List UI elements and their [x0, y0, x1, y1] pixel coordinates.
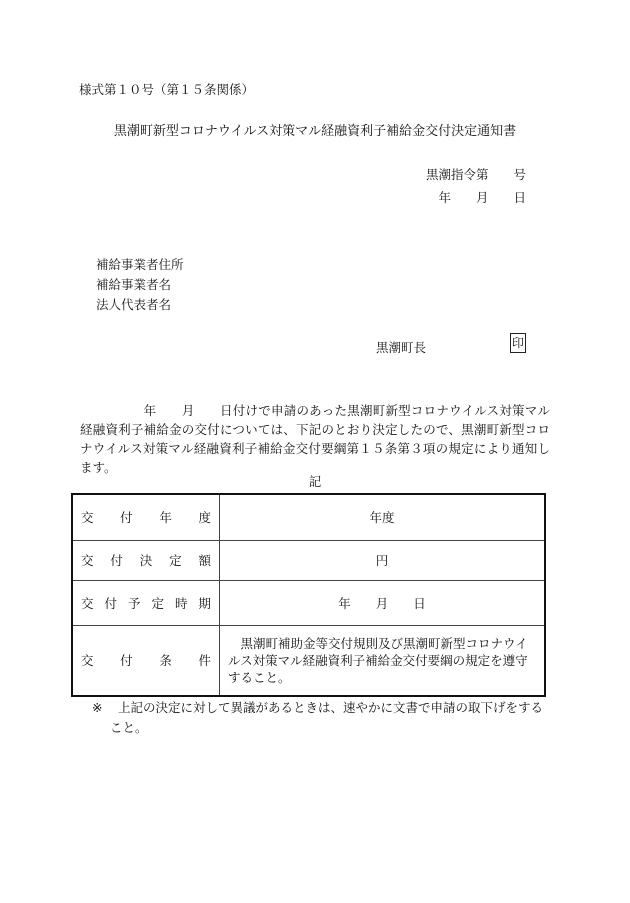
- recipient-name-label: 補給事業者名: [96, 277, 172, 292]
- issue-date: 年 月 日: [438, 190, 526, 205]
- notice-body: [80, 401, 550, 477]
- representative-label: 法人代表者名: [96, 297, 172, 312]
- label-scheduled-date-text: 交 付 予 定 時 期: [81, 595, 211, 611]
- footnote-text: 上記の決定に対して異議があるときは、速やかに文書で申請の取下げをすること。: [110, 700, 544, 735]
- footnote: [92, 698, 552, 738]
- seal-stamp: 印: [510, 333, 526, 353]
- label-decision-amount-text: 交 付 決 定 額: [81, 553, 211, 568]
- decision-table: [71, 493, 546, 697]
- value-fiscal-year: 年度: [220, 494, 546, 540]
- notice-body-text: 年 月 日付けで申請のあった黒潮町新型コロナウイルス対策マル経融資利子補給金の交付については、下記のとおり決定したので、黒潮町新型コロナウイルス対策マル経融資利子補給金交付要綱第１５条第３項の規定により通知します。: [80, 403, 550, 475]
- table-row: [72, 580, 545, 625]
- table-row: [72, 625, 545, 696]
- reference-number: 黒潮指令第 号: [425, 167, 526, 182]
- label-conditions-text: 交 付 条 件: [81, 653, 211, 669]
- ki-heading: 記: [308, 474, 322, 489]
- label-scheduled-date: [72, 580, 220, 625]
- document-title: 黒潮町新型コロナウイルス対策マル経融資利子補給金交付決定通知書: [113, 124, 517, 139]
- value-conditions-text: 黒潮町補助金等交付規則及び黒潮町新型コロナウイルス対策マル経融資利子補給金交付要綱の規定を遵守すること。: [228, 635, 528, 685]
- table-row: [72, 494, 545, 540]
- label-fiscal-year-text: 交 付 年 度: [81, 510, 211, 526]
- value-decision-amount: 円: [220, 540, 546, 580]
- recipient-address-label: 補給事業者住所: [96, 257, 184, 272]
- table-row: [72, 540, 545, 580]
- label-decision-amount: [72, 540, 220, 580]
- value-scheduled-date: 年 月 日: [220, 580, 546, 625]
- form-number: 様式第１０号（第１５条関係）: [79, 82, 255, 97]
- label-conditions: [72, 625, 220, 696]
- label-fiscal-year: [72, 494, 220, 540]
- reference-mark: ※: [92, 700, 103, 715]
- issuer-name: 黒潮町長: [376, 340, 427, 355]
- value-conditions: [220, 625, 546, 696]
